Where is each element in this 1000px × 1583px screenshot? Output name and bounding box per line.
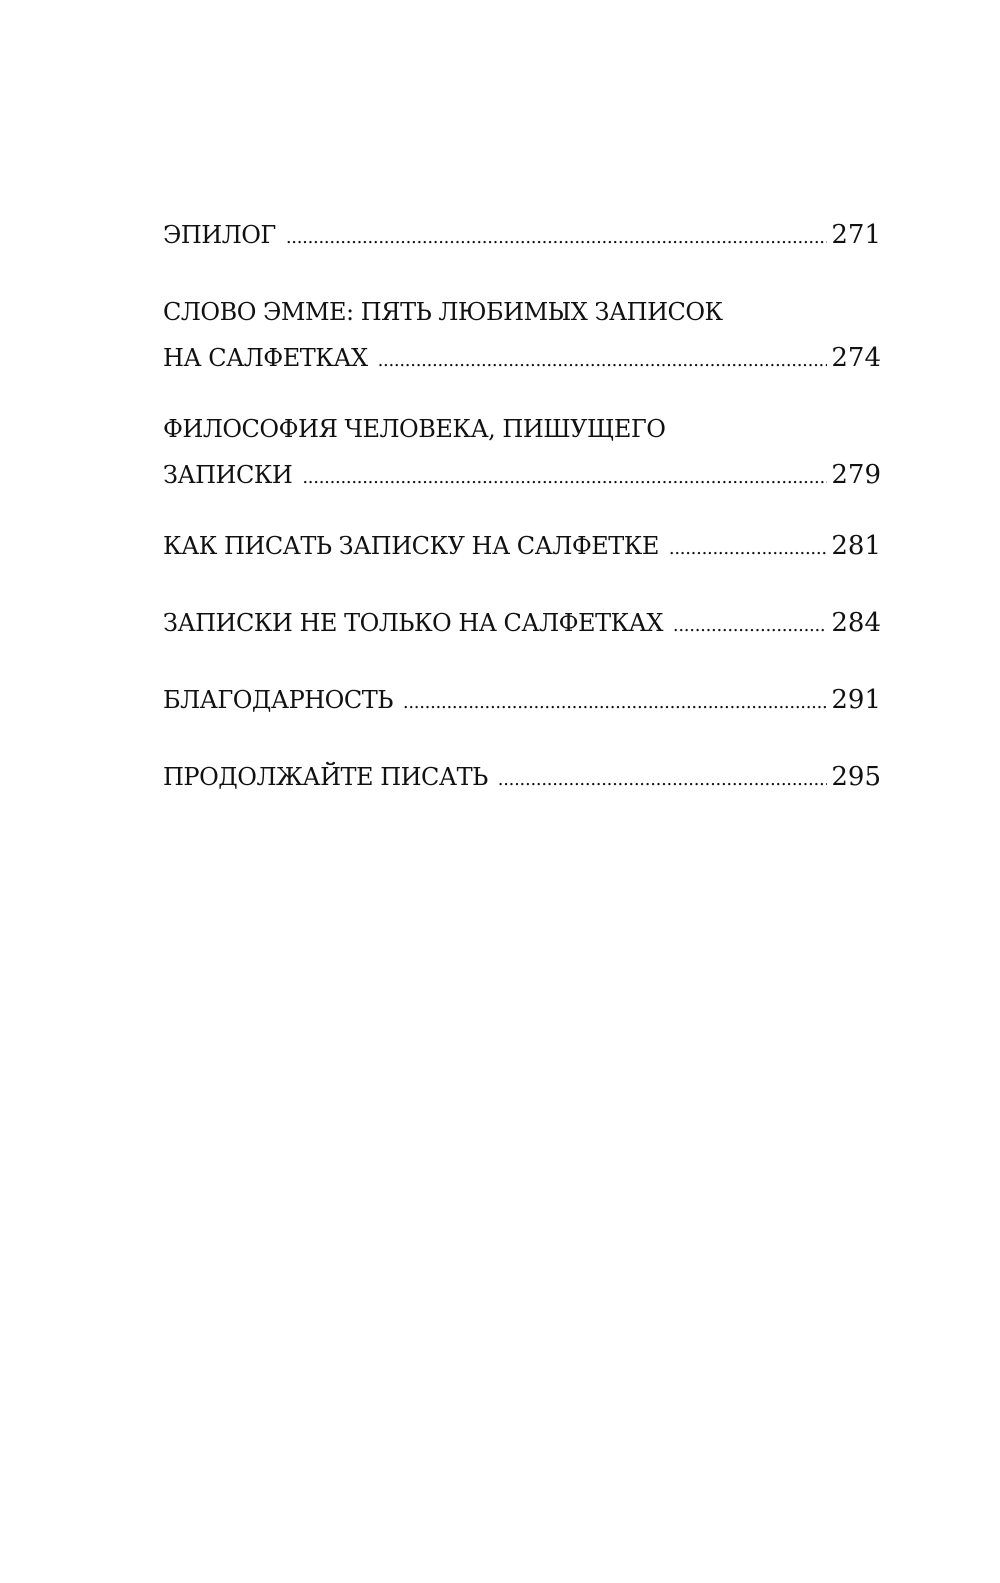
dot-leader bbox=[378, 335, 828, 384]
toc-entry-line bbox=[163, 677, 881, 726]
dot-leader bbox=[403, 677, 827, 726]
dot-leader bbox=[302, 452, 827, 501]
toc-entry-not-only-napkins bbox=[163, 600, 881, 649]
toc-entry-line bbox=[163, 754, 881, 803]
toc-page-number: 291 bbox=[831, 685, 881, 715]
toc-entry-how-to-write bbox=[163, 523, 881, 572]
toc-entry-line bbox=[163, 452, 881, 501]
table-of-contents bbox=[163, 212, 881, 831]
toc-entry-keep-writing bbox=[163, 754, 881, 803]
dot-leader bbox=[669, 523, 827, 572]
dot-leader bbox=[498, 754, 828, 803]
toc-page-number: 279 bbox=[831, 460, 881, 490]
toc-entry-title: СЛОВО ЭММЕ: ПЯТЬ ЛЮБИМЫХ ЗАПИСОК bbox=[163, 298, 723, 326]
toc-entry-line bbox=[163, 335, 881, 384]
toc-entry-line bbox=[163, 600, 881, 649]
toc-page-number: 271 bbox=[831, 220, 881, 250]
toc-page-number: 295 bbox=[831, 762, 881, 792]
toc-page-number: 281 bbox=[831, 531, 881, 561]
toc-entry-line bbox=[163, 523, 881, 572]
toc-entry-title: КАК ПИСАТЬ ЗАПИСКУ НА САЛФЕТКЕ bbox=[163, 532, 659, 560]
toc-page-number: 274 bbox=[831, 343, 881, 373]
toc-entry-word-to-emma bbox=[163, 289, 881, 384]
toc-entry-title: ЗАПИСКИ НЕ ТОЛЬКО НА САЛФЕТКАХ bbox=[163, 609, 663, 637]
toc-entry-title-continued: ЗАПИСКИ bbox=[163, 461, 293, 489]
toc-entry-title: БЛАГОДАРНОСТЬ bbox=[163, 686, 393, 714]
toc-page-number: 284 bbox=[831, 608, 881, 638]
toc-entry-title: ФИЛОСОФИЯ ЧЕЛОВЕКА, ПИШУЩЕГО bbox=[163, 415, 666, 443]
toc-entry-title: ПРОДОЛЖАЙТЕ ПИСАТЬ bbox=[163, 763, 488, 791]
dot-leader bbox=[286, 212, 828, 261]
toc-entry-acknowledgements bbox=[163, 677, 881, 726]
toc-entry-line bbox=[163, 212, 881, 261]
toc-entry-philosophy bbox=[163, 406, 881, 501]
toc-entry-title: ЭПИЛОГ bbox=[163, 221, 276, 249]
dot-leader bbox=[673, 600, 827, 649]
toc-entry-epilogue bbox=[163, 212, 881, 261]
toc-entry-title-continued: НА САЛФЕТКАХ bbox=[163, 344, 368, 372]
